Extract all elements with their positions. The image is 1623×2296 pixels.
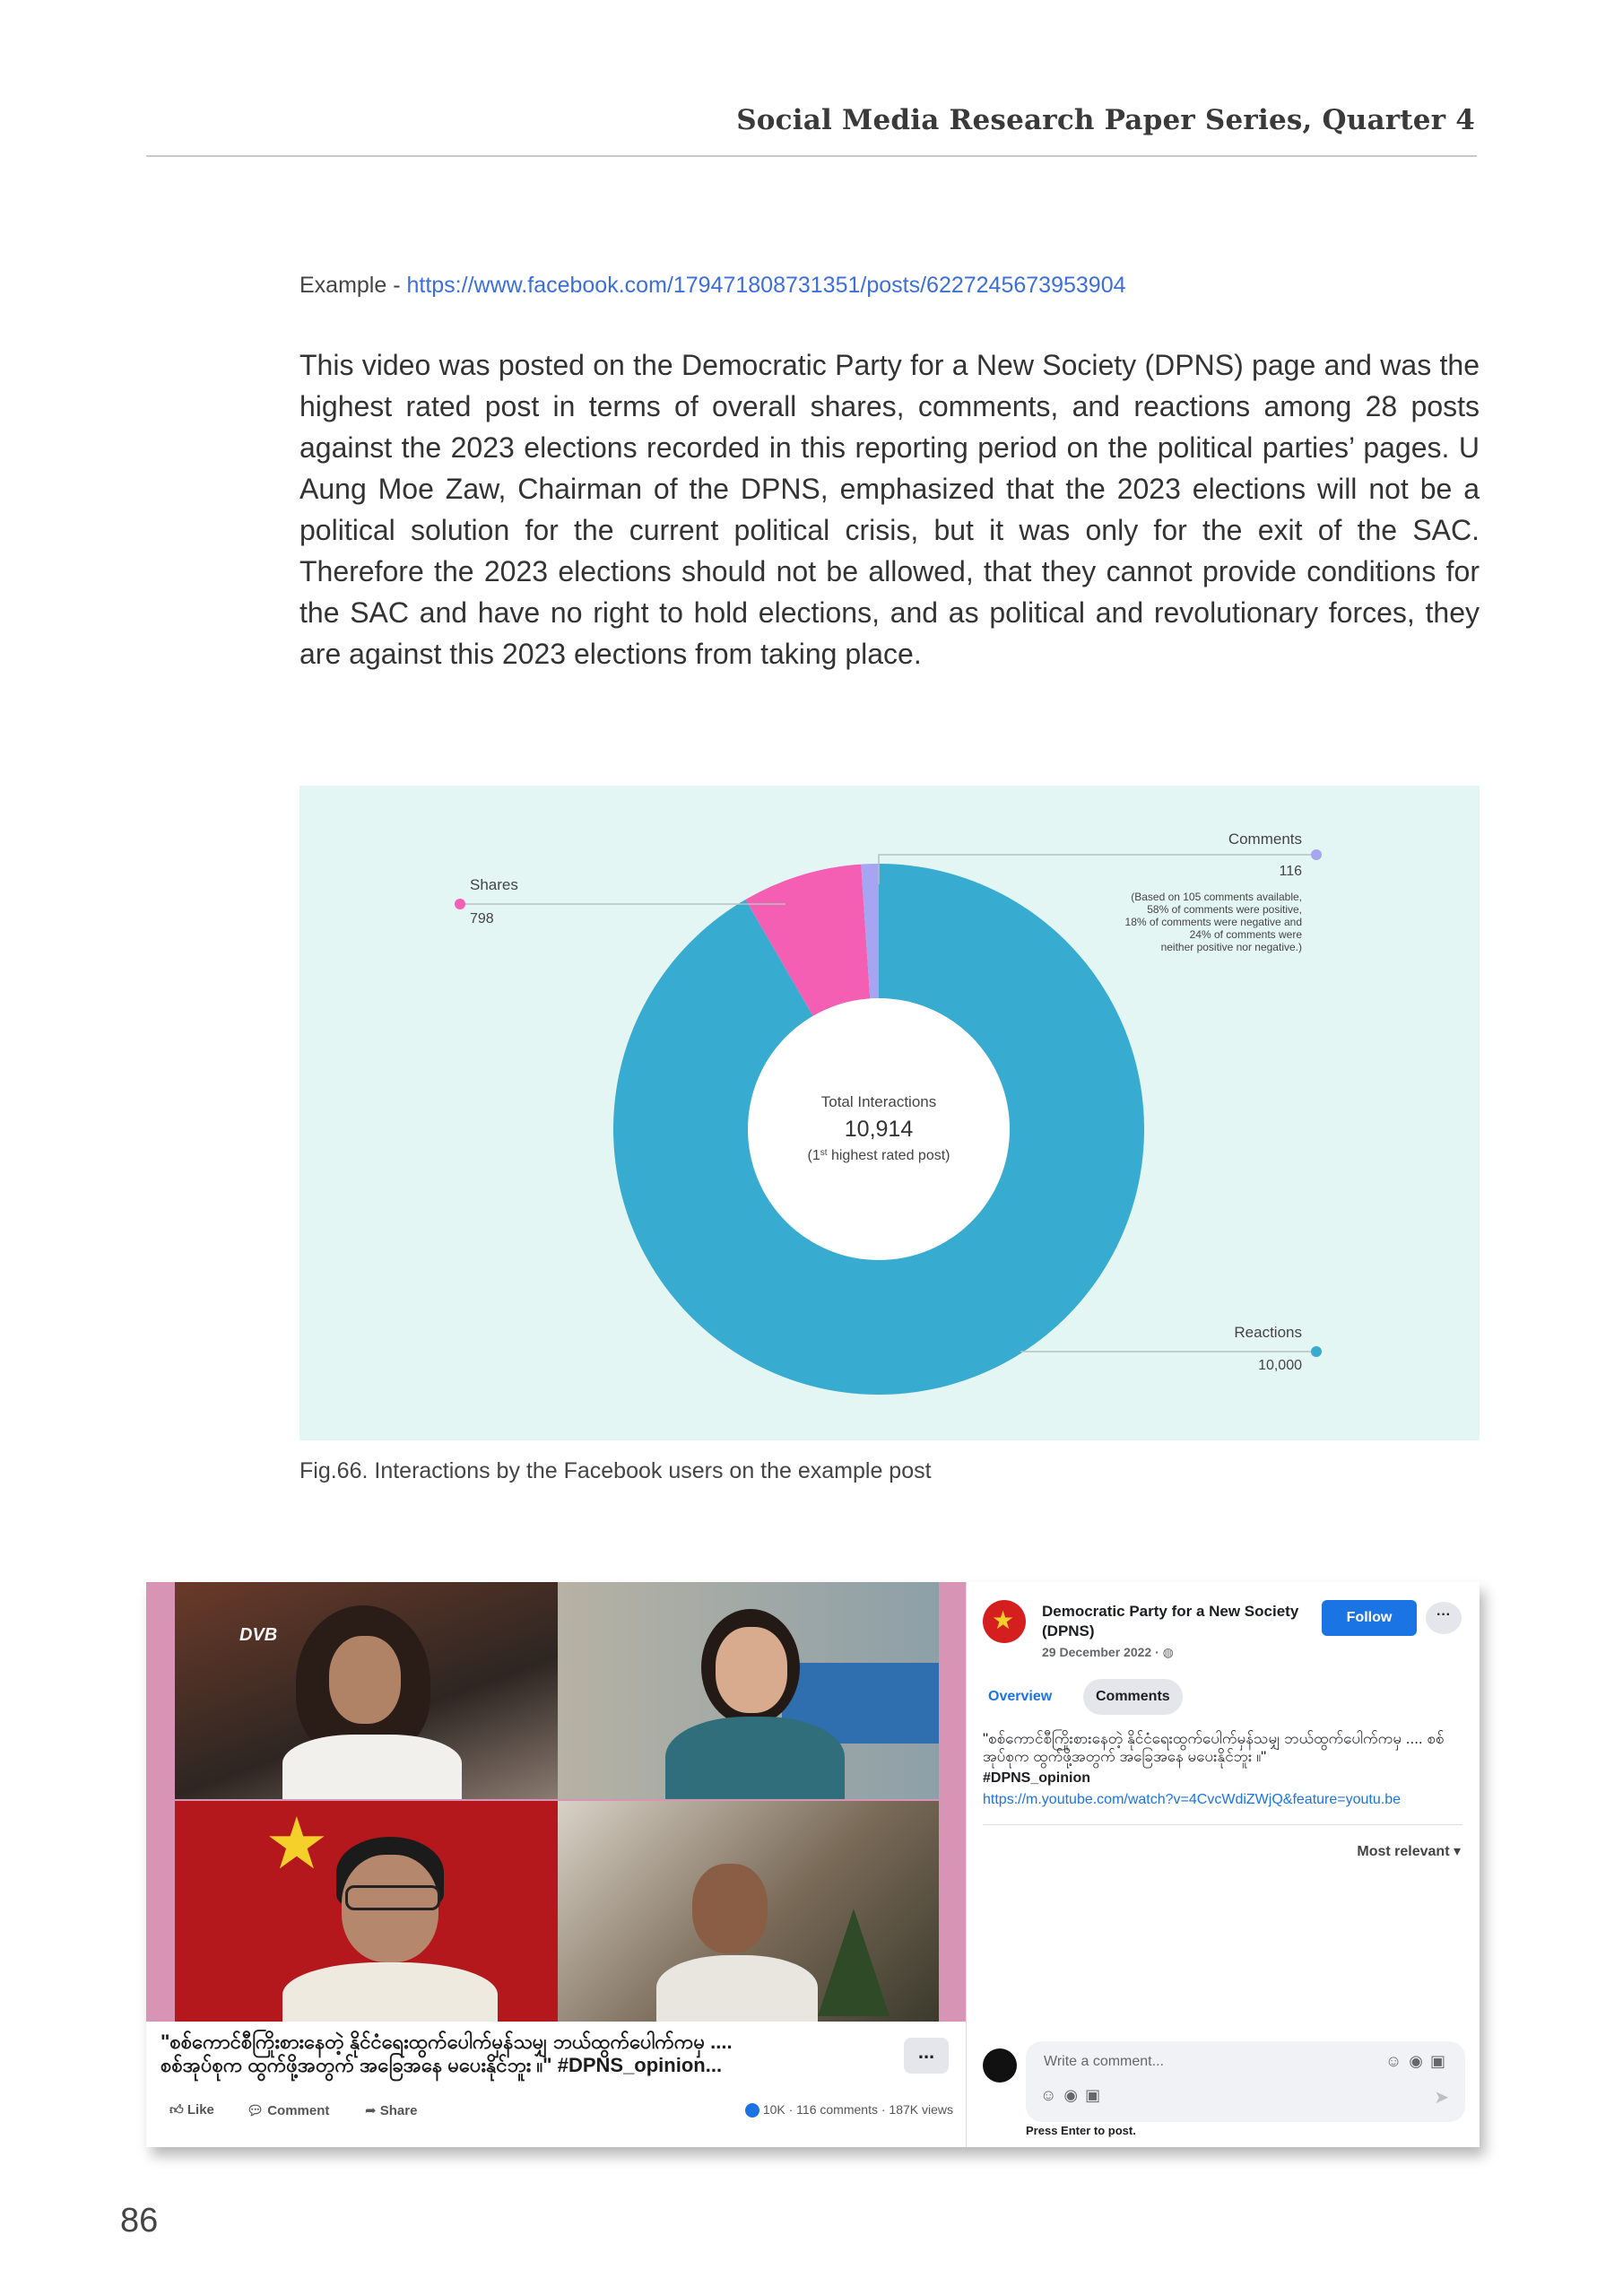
comment-button[interactable]	[247, 2102, 329, 2118]
share-button[interactable]	[365, 2102, 417, 2118]
like-reaction-icon	[745, 2103, 759, 2118]
like-button[interactable]	[169, 2102, 214, 2118]
example-link[interactable]: https://www.facebook.com/179471808731351/posts/6227245673953904	[406, 273, 1126, 298]
reactions-value: 10,000	[1258, 1358, 1302, 1373]
video-area[interactable]	[146, 1582, 966, 2022]
reactions-marker	[1311, 1346, 1322, 1357]
post-link[interactable]: https://m.youtube.com/watch?v=4CvcWdiZWjQ&feature=youtu.be	[983, 1792, 1401, 1807]
shares-value: 798	[470, 911, 494, 926]
center-note: (1st highest rated post)	[807, 1147, 950, 1163]
action-bar	[146, 2095, 966, 2131]
running-header: Social Media Research Paper Series, Quarter 4	[736, 104, 1475, 136]
person-face	[329, 1636, 401, 1724]
share-label: Share	[379, 2103, 418, 2118]
person-face	[692, 1864, 768, 1953]
comments-label: Comments	[1228, 831, 1302, 848]
party-star-icon: ★	[265, 1804, 329, 1883]
sort-label: Most relevant	[1357, 1844, 1450, 1859]
share-arrow-icon: ➦	[365, 2103, 377, 2118]
page-number: 86	[120, 2202, 159, 2239]
example-line	[299, 273, 1126, 299]
body-paragraph: This video was posted on the Democratic Party for a New Society (DPNS) page and was the highest rated post in terms of overall shares, comments, and reactions among 28 posts against the 2023 elections recorded in this reporting period on the political parties’ pages. U Aung Moe Zaw, Chairman of the DPNS, emphasized that the 2023 elections will not be a political solution for the current political crisis, but it was only for the exit of the SAC. Therefore the 2023 elections should not be allowed, that they cannot provide conditions for the SAC and have no right to hold elections, and as political and revolutionary forces, they are against this 2023 elections from taking place.	[299, 349, 1480, 670]
press-enter-hint: Press Enter to post.	[1026, 2124, 1136, 2137]
video-tile-bottom-right	[558, 1801, 939, 2022]
shares-label: Shares	[470, 876, 518, 893]
send-icon[interactable]: ➤	[1434, 2088, 1449, 2108]
like-label: Like	[187, 2102, 214, 2118]
video-title-line-1: "စစ်ကောင်စီကြိုးစားနေတဲ့ နိုင်ငံရေးထွက်ပေါက်မှန်သမျှ ဘယ်ထွက်ပေါက်ကမှ ....	[161, 2031, 733, 2053]
comments-note-3: 18% of comments were negative and	[1124, 916, 1302, 928]
video-title	[161, 2031, 896, 2077]
star-icon: ★	[992, 1606, 1015, 1634]
donut-chart	[299, 786, 1480, 1440]
engagement-stats[interactable]	[745, 2102, 953, 2118]
comments-note-2: 58% of comments were positive,	[1147, 903, 1302, 916]
sort-dropdown[interactable]	[1357, 1842, 1461, 1860]
comments-value: 116	[1279, 864, 1302, 879]
post-date[interactable]	[1042, 1645, 1174, 1660]
post-date-text: 29 December 2022 ·	[1042, 1645, 1159, 1659]
post-hashtag[interactable]: #DPNS_opinion	[983, 1770, 1091, 1786]
example-prefix: Example -	[299, 273, 407, 298]
video-tile-top-right	[558, 1582, 939, 1799]
comment-tool-icons[interactable]: ☺◉▣	[1384, 2052, 1453, 2070]
person-shirt	[282, 1735, 462, 1799]
comments-note-1: (Based on 105 comments available,	[1131, 891, 1302, 903]
comment-tool-icons-row-2[interactable]: ☺◉▣	[1040, 2086, 1108, 2104]
header-rule	[146, 155, 1477, 157]
person-glasses	[345, 1885, 440, 1910]
speech-bubble-icon: 💬︎	[247, 2103, 265, 2118]
person-shirt	[656, 1955, 818, 2022]
shares-marker	[455, 899, 465, 909]
center-value: 10,914	[844, 1117, 914, 1142]
tab-comments[interactable]: Comments	[1083, 1679, 1183, 1715]
video-tile-bottom-left	[175, 1801, 558, 2022]
person-top	[665, 1717, 845, 1799]
video-title-line-2: စစ်အုပ်စုက ထွက်ဖို့အတွက် အခြေအနေ မပေးနိုင်ဘူး ။" #DPNS_opinion...	[161, 2054, 723, 2076]
reactions-label: Reactions	[1234, 1324, 1302, 1341]
thumbs-up-icon: 👍︎	[169, 2102, 184, 2118]
video-tile-top-left	[175, 1582, 558, 1799]
caret-down-icon: ▾	[1453, 1844, 1461, 1859]
more-options-button[interactable]: ···	[1426, 1602, 1462, 1634]
stats-text: 10K · 116 comments · 187K views	[762, 2102, 953, 2117]
post-text: "စစ်ကောင်စီကြိုးစားနေတဲ့ နိုင်ငံရေးထွက်ပေါက်မှန်သမျှ ဘယ်ထွက်ပေါက်ကမှ .... စစ်အုပ်စုက ထွက်ဖို့အတွက် အခြေအနေ မပေးနိုင်ဘူး ။"	[983, 1730, 1445, 1765]
christmas-tree	[818, 1909, 890, 2016]
video-pane	[146, 1582, 966, 2147]
comments-note-5: neither positive nor negative.)	[1160, 941, 1302, 953]
comment-placeholder: Write a comment...	[1044, 2054, 1164, 2069]
person-shirt	[282, 1962, 498, 2022]
figure-caption: Fig.66. Interactions by the Facebook users on the example post	[299, 1458, 932, 1483]
page-name[interactable]: Democratic Party for a New Society (DPNS)	[1042, 1603, 1299, 1639]
comment-label: Comment	[267, 2103, 330, 2118]
tab-overview[interactable]: Overview	[988, 1689, 1053, 1704]
post-side-pane	[966, 1582, 1480, 2147]
comments-note-4: 24% of comments were	[1189, 928, 1302, 941]
person-face	[716, 1627, 787, 1713]
divider	[983, 1824, 1462, 1825]
commenter-avatar	[983, 2048, 1017, 2083]
center-label: Total Interactions	[820, 1093, 937, 1110]
chart-panel	[299, 786, 1480, 1440]
dvb-logo: DVB	[239, 1625, 278, 1645]
follow-button[interactable]: Follow	[1322, 1600, 1417, 1636]
page-logo[interactable]	[983, 1600, 1026, 1643]
comment-input[interactable]	[1026, 2041, 1465, 2122]
globe-icon: ◍	[1162, 1645, 1174, 1659]
video-more-button[interactable]: ...	[904, 2038, 949, 2074]
comments-marker	[1311, 849, 1322, 860]
facebook-post-screenshot	[146, 1582, 1480, 2147]
